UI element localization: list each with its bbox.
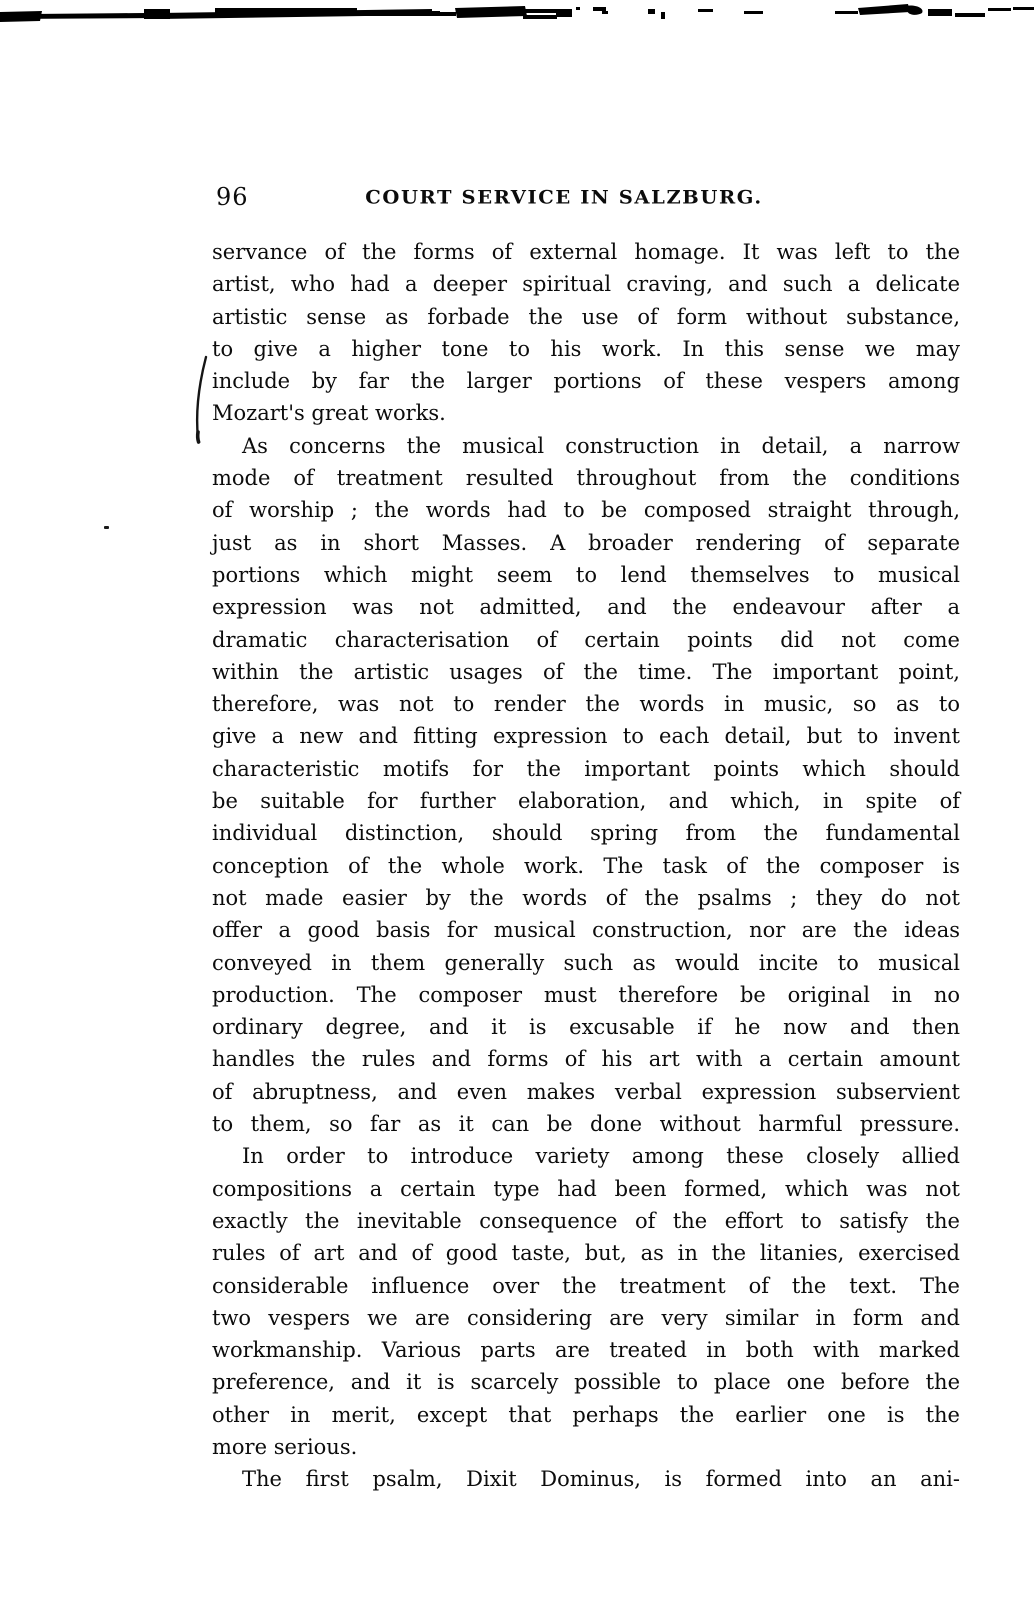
text-line: two vespers we are considering are very similar in form and xyxy=(212,1305,960,1330)
ink-speck xyxy=(104,526,109,529)
text-line: compositions a certain type had been formed, which was not xyxy=(212,1176,960,1201)
text-line: artist, who had a deeper spiritual craving, and such a delicate xyxy=(212,272,960,297)
text-line: expression was not admitted, and the endeavour after a xyxy=(212,595,960,620)
text-line: portions which might seem to lend themselves to musical xyxy=(212,562,960,587)
text-line: preference, and it is scarcely possible to place one before the xyxy=(212,1370,960,1395)
text-line: not made easier by the words of the psalms ; they do not xyxy=(212,885,960,910)
text-line: workmanship. Various parts are treated in both with marked xyxy=(212,1338,960,1363)
text-line: include by far the larger portions of these vespers among xyxy=(212,369,960,394)
text-line: exactly the inevitable consequence of the effort to satisfy the xyxy=(212,1208,960,1233)
text-line: just as in short Masses. A broader rendering of separate xyxy=(212,530,960,555)
text-line: more serious. xyxy=(212,1434,358,1459)
text-line: characteristic motifs for the important points which should xyxy=(212,756,960,781)
text-line: As concerns the musical construction in detail, a narrow xyxy=(242,433,960,458)
header-title: COURT SERVICE IN SALZBURG. xyxy=(365,186,763,209)
text-line: The first psalm, Dixit Dominus, is formed into an ani- xyxy=(242,1467,960,1492)
text-line: other in merit, except that perhaps the earlier one is the xyxy=(212,1402,960,1427)
text-line: of abruptness, and even makes verbal expression subservient xyxy=(212,1079,960,1104)
running-header xyxy=(212,183,960,213)
pen-slash-mark xyxy=(190,352,216,448)
text-line: conveyed in them generally such as would incite to musical xyxy=(212,950,960,975)
text-line: handles the rules and forms of his art with a certain amount xyxy=(212,1047,960,1072)
text-line: offer a good basis for musical construction, nor are the ideas xyxy=(212,918,960,943)
text-line: within the artistic usages of the time. The important point, xyxy=(212,659,960,684)
text-line: be suitable for further elaboration, and which, in spite of xyxy=(212,789,960,814)
text-line: mode of treatment resulted throughout from the conditions xyxy=(212,466,960,491)
text-block xyxy=(212,236,960,1496)
text-line: conception of the whole work. The task of the composer is xyxy=(212,853,960,878)
text-line: to give a higher tone to his work. In this sense we may xyxy=(212,336,960,361)
text-line: Mozart's great works. xyxy=(212,401,446,426)
text-line: In order to introduce variety among these closely allied xyxy=(242,1144,960,1169)
text-line: of worship ; the words had to be composed straight through, xyxy=(212,498,960,523)
text-line: servance of the forms of external homage. It was left to the xyxy=(212,240,960,264)
text-line: rules of art and of good taste, but, as in the litanies, exercised xyxy=(212,1241,960,1266)
text-line: give a new and fitting expression to each detail, but to invent xyxy=(212,724,960,749)
text-line: therefore, was not to render the words in music, so as to xyxy=(212,692,960,717)
text-line: individual distinction, should spring from the fundamental xyxy=(212,821,960,846)
text-line: to them, so far as it can be done without harmful pressure. xyxy=(212,1112,960,1137)
text-line: artistic sense as forbade the use of form without substance, xyxy=(212,304,960,329)
text-line: dramatic characterisation of certain points did not come xyxy=(212,627,960,652)
page-number: 96 xyxy=(216,183,249,211)
text-line: production. The composer must therefore be original in no xyxy=(212,982,960,1007)
text-line: ordinary degree, and it is excusable if he now and then xyxy=(212,1015,960,1040)
scan-edge-artifact xyxy=(0,0,1034,45)
text-line: considerable influence over the treatment of the text. The xyxy=(212,1273,960,1298)
